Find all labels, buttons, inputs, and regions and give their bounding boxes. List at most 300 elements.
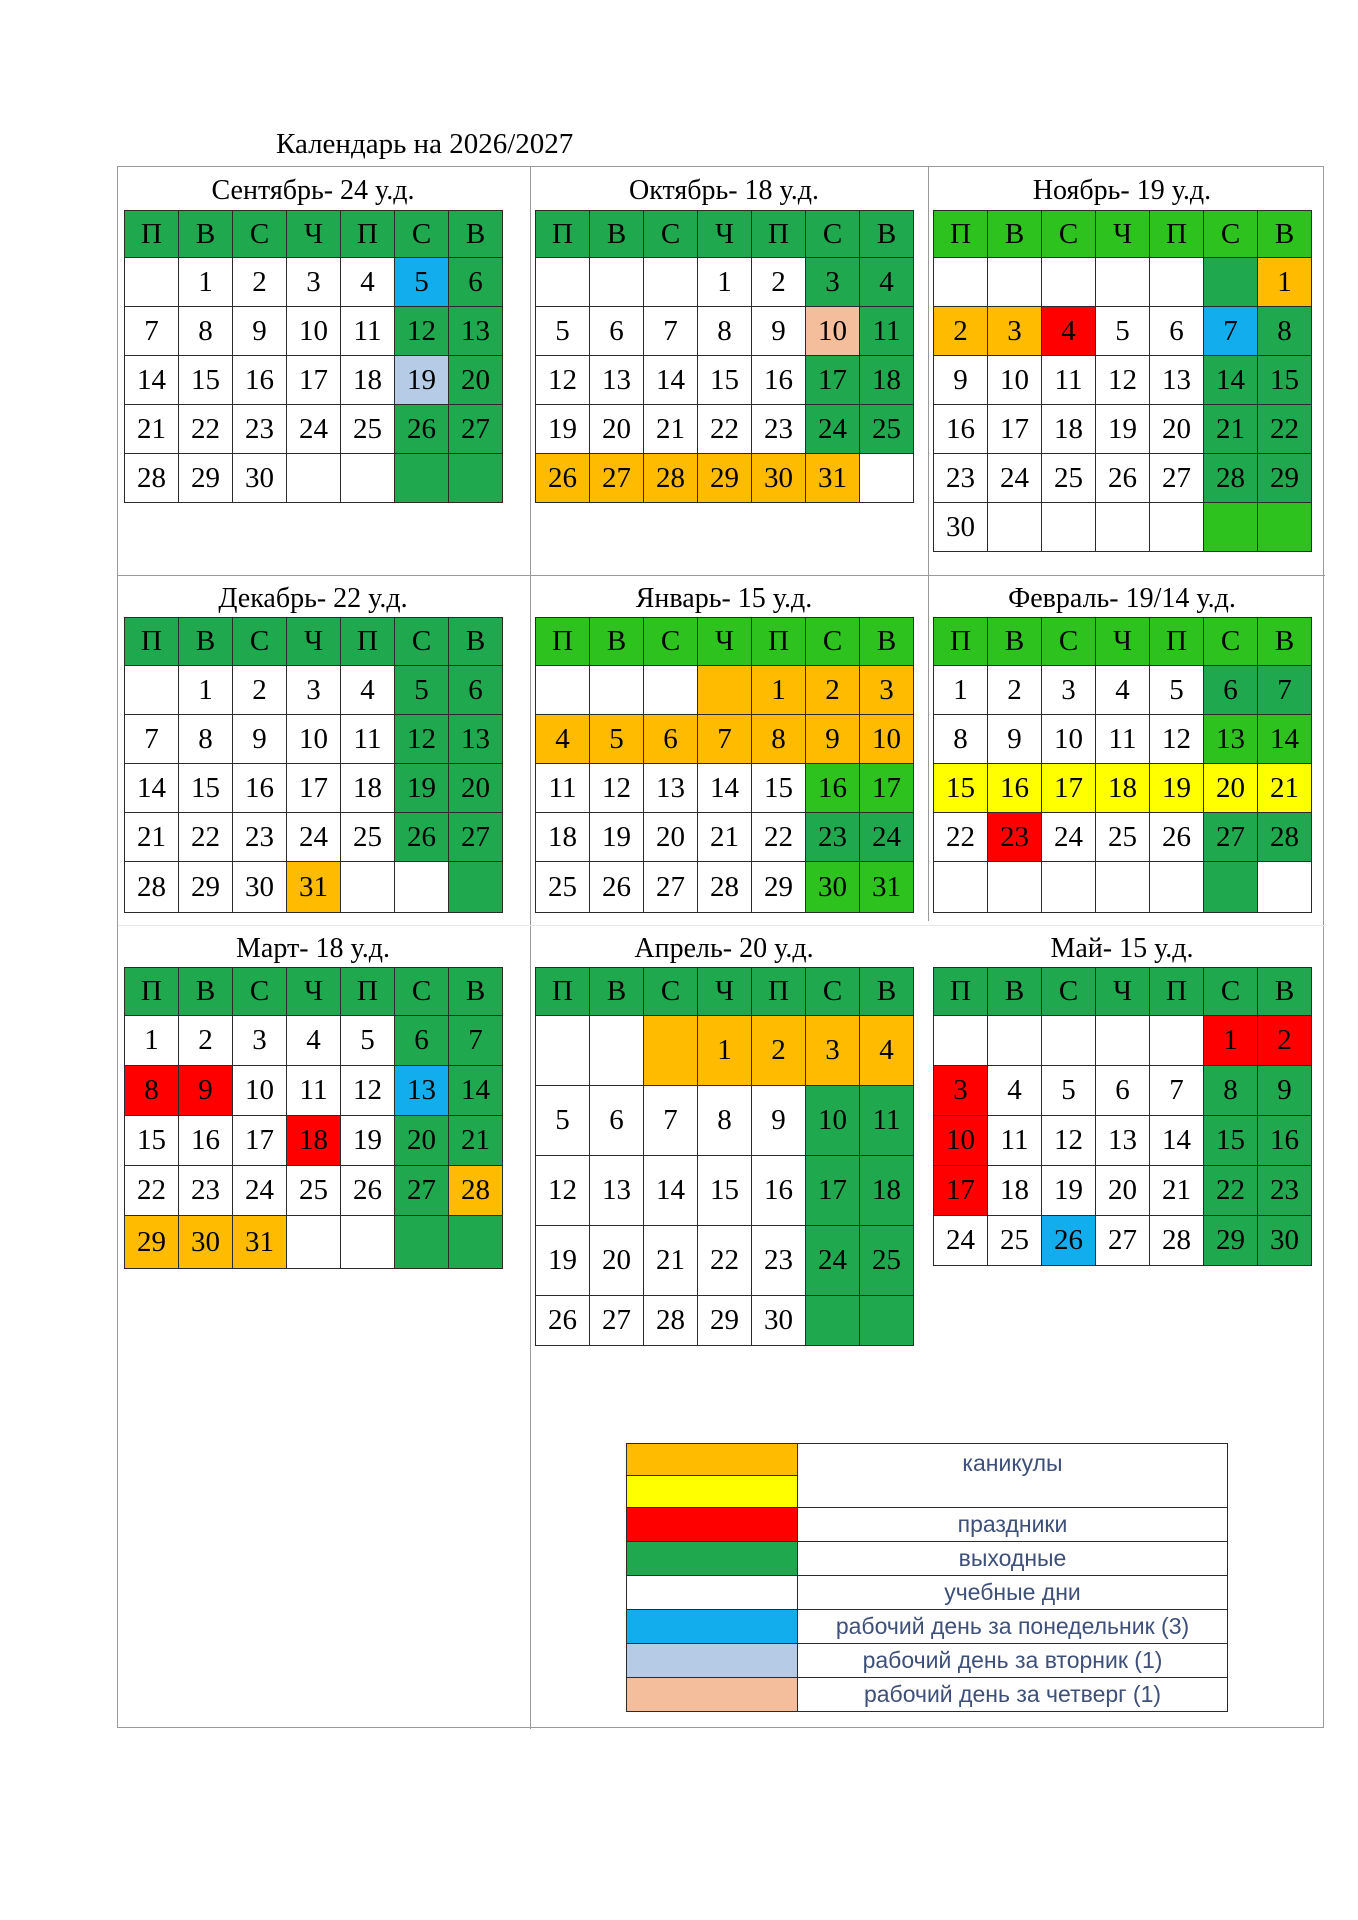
day-cell — [536, 666, 590, 715]
day-cell — [806, 1296, 860, 1346]
day-cell: 1 — [698, 1016, 752, 1086]
day-cell: 26 — [590, 862, 644, 913]
legend-label: рабочий день за понедельник (3) — [798, 1610, 1228, 1644]
day-cell: 3 — [1042, 666, 1096, 715]
day-cell: 27 — [644, 862, 698, 913]
day-cell: 14 — [644, 1156, 698, 1226]
week-row — [934, 356, 1312, 405]
day-cell: 5 — [536, 307, 590, 356]
day-cell: 16 — [233, 764, 287, 813]
day-cell: 7 — [125, 307, 179, 356]
day-cell: 17 — [233, 1116, 287, 1166]
day-cell: 14 — [449, 1066, 503, 1116]
week-row — [934, 1166, 1312, 1216]
day-cell: 14 — [644, 356, 698, 405]
day-cell: 22 — [125, 1166, 179, 1216]
month-grid — [535, 617, 914, 913]
weekday-header: В — [449, 968, 503, 1016]
day-cell: 12 — [1096, 356, 1150, 405]
day-cell — [125, 258, 179, 307]
week-row — [125, 1216, 503, 1269]
weekday-header: В — [179, 968, 233, 1016]
weekday-header: В — [988, 968, 1042, 1016]
day-cell: 27 — [449, 813, 503, 862]
day-cell: 15 — [698, 1156, 752, 1226]
day-cell: 29 — [698, 1296, 752, 1346]
day-cell: 8 — [1204, 1066, 1258, 1116]
day-cell: 29 — [179, 454, 233, 503]
day-cell: 19 — [536, 1226, 590, 1296]
day-cell: 3 — [806, 1016, 860, 1086]
day-cell: 8 — [179, 307, 233, 356]
day-cell: 25 — [1042, 454, 1096, 503]
day-cell — [395, 862, 449, 913]
day-cell: 31 — [287, 862, 341, 913]
month-title: Апрель- 20 у.д. — [634, 933, 814, 964]
week-row — [125, 1116, 503, 1166]
day-cell: 16 — [988, 764, 1042, 813]
day-cell: 23 — [752, 405, 806, 454]
day-cell: 26 — [1096, 454, 1150, 503]
day-cell: 1 — [125, 1016, 179, 1066]
day-cell — [1096, 862, 1150, 913]
day-cell: 17 — [1042, 764, 1096, 813]
month-title: Май- 15 у.д. — [1050, 933, 1194, 964]
day-cell: 12 — [341, 1066, 395, 1116]
day-cell — [1258, 862, 1312, 913]
day-cell: 5 — [1042, 1066, 1096, 1116]
week-row — [536, 1226, 914, 1296]
day-cell — [449, 1216, 503, 1269]
day-cell: 16 — [233, 356, 287, 405]
day-cell: 4 — [1096, 666, 1150, 715]
weekday-header-row — [536, 968, 914, 1016]
legend-swatch — [627, 1576, 798, 1610]
legend-label: рабочий день за четверг (1) — [798, 1678, 1228, 1712]
day-cell — [1042, 258, 1096, 307]
day-cell: 27 — [590, 454, 644, 503]
day-cell: 18 — [287, 1116, 341, 1166]
week-row — [125, 454, 503, 503]
day-cell: 11 — [1096, 715, 1150, 764]
day-cell: 8 — [125, 1066, 179, 1116]
weekday-header: П — [752, 618, 806, 666]
legend-swatch — [627, 1444, 798, 1476]
day-cell: 24 — [287, 405, 341, 454]
day-cell: 31 — [806, 454, 860, 503]
week-row — [934, 715, 1312, 764]
day-cell: 11 — [1042, 356, 1096, 405]
day-cell: 24 — [860, 813, 914, 862]
day-cell: 5 — [590, 715, 644, 764]
day-cell — [395, 1216, 449, 1269]
day-cell — [1096, 503, 1150, 552]
weekday-header: С — [1204, 968, 1258, 1016]
legend-row — [627, 1542, 1228, 1576]
day-cell: 17 — [287, 356, 341, 405]
month-grid — [124, 617, 503, 913]
day-cell: 18 — [341, 764, 395, 813]
day-cell: 17 — [860, 764, 914, 813]
day-cell: 26 — [395, 813, 449, 862]
week-row — [125, 258, 503, 307]
week-row — [536, 307, 914, 356]
day-cell — [860, 454, 914, 503]
day-cell: 13 — [1096, 1116, 1150, 1166]
weekday-header: В — [860, 618, 914, 666]
day-cell: 19 — [536, 405, 590, 454]
weekday-header: В — [1258, 618, 1312, 666]
day-cell: 7 — [1258, 666, 1312, 715]
day-cell: 28 — [1204, 454, 1258, 503]
day-cell: 20 — [449, 356, 503, 405]
legend-label: выходные — [798, 1542, 1228, 1576]
weekday-header: Ч — [1096, 211, 1150, 258]
day-cell: 1 — [934, 666, 988, 715]
day-cell — [395, 454, 449, 503]
day-cell — [1204, 258, 1258, 307]
day-cell: 30 — [752, 1296, 806, 1346]
day-cell: 24 — [806, 1226, 860, 1296]
weekday-header: П — [934, 618, 988, 666]
day-cell: 25 — [1096, 813, 1150, 862]
week-row — [934, 764, 1312, 813]
day-cell: 22 — [934, 813, 988, 862]
day-cell: 24 — [287, 813, 341, 862]
day-cell — [988, 258, 1042, 307]
weekday-header: С — [806, 211, 860, 258]
day-cell: 8 — [179, 715, 233, 764]
week-row — [536, 1296, 914, 1346]
day-cell: 19 — [1096, 405, 1150, 454]
day-cell: 29 — [125, 1216, 179, 1269]
day-cell: 16 — [752, 1156, 806, 1226]
legend-row — [627, 1444, 1228, 1476]
day-cell: 3 — [287, 258, 341, 307]
day-cell — [590, 666, 644, 715]
day-cell — [449, 454, 503, 503]
day-cell: 17 — [806, 356, 860, 405]
day-cell: 19 — [395, 356, 449, 405]
day-cell: 11 — [536, 764, 590, 813]
day-cell: 9 — [806, 715, 860, 764]
day-cell — [1042, 862, 1096, 913]
day-cell: 18 — [860, 356, 914, 405]
day-cell: 19 — [1150, 764, 1204, 813]
day-cell: 3 — [860, 666, 914, 715]
legend-swatch — [627, 1644, 798, 1678]
weekday-header: Ч — [1096, 618, 1150, 666]
day-cell: 2 — [752, 258, 806, 307]
weekday-header: С — [644, 211, 698, 258]
day-cell: 6 — [1150, 307, 1204, 356]
day-cell: 20 — [1096, 1166, 1150, 1216]
day-cell: 4 — [1042, 307, 1096, 356]
week-row — [536, 862, 914, 913]
day-cell: 4 — [988, 1066, 1042, 1116]
day-cell: 27 — [1096, 1216, 1150, 1266]
week-row — [934, 307, 1312, 356]
day-cell: 29 — [752, 862, 806, 913]
weekday-header-row — [125, 968, 503, 1016]
day-cell: 25 — [341, 813, 395, 862]
weekday-header: В — [449, 211, 503, 258]
day-cell: 2 — [233, 666, 287, 715]
day-cell: 10 — [860, 715, 914, 764]
day-cell — [934, 258, 988, 307]
day-cell: 20 — [590, 1226, 644, 1296]
weekday-header-row — [125, 211, 503, 258]
day-cell — [536, 258, 590, 307]
weekday-header-row — [934, 211, 1312, 258]
week-row — [536, 715, 914, 764]
week-row — [536, 1156, 914, 1226]
day-cell: 20 — [590, 405, 644, 454]
weekday-header: Ч — [287, 211, 341, 258]
weekday-header: П — [536, 211, 590, 258]
day-cell: 20 — [449, 764, 503, 813]
day-cell: 13 — [395, 1066, 449, 1116]
weekday-header: С — [395, 211, 449, 258]
day-cell: 2 — [1258, 1016, 1312, 1066]
legend-label: праздники — [798, 1508, 1228, 1542]
day-cell: 28 — [698, 862, 752, 913]
day-cell: 21 — [1150, 1166, 1204, 1216]
day-cell: 26 — [341, 1166, 395, 1216]
week-row — [125, 666, 503, 715]
week-row — [934, 503, 1312, 552]
day-cell: 13 — [590, 1156, 644, 1226]
day-cell: 13 — [644, 764, 698, 813]
day-cell: 7 — [644, 307, 698, 356]
day-cell: 28 — [644, 1296, 698, 1346]
day-cell: 10 — [806, 1086, 860, 1156]
day-cell: 30 — [806, 862, 860, 913]
day-cell: 23 — [233, 405, 287, 454]
day-cell: 22 — [179, 813, 233, 862]
week-row — [125, 405, 503, 454]
weekday-header: С — [1042, 968, 1096, 1016]
day-cell: 25 — [287, 1166, 341, 1216]
day-cell: 16 — [1258, 1116, 1312, 1166]
day-cell — [1258, 503, 1312, 552]
week-row — [934, 1216, 1312, 1266]
legend-swatch — [627, 1542, 798, 1576]
day-cell: 21 — [644, 405, 698, 454]
weekday-header: П — [125, 618, 179, 666]
day-cell: 27 — [395, 1166, 449, 1216]
day-cell: 1 — [1258, 258, 1312, 307]
day-cell: 18 — [341, 356, 395, 405]
legend-row — [627, 1576, 1228, 1610]
day-cell — [860, 1296, 914, 1346]
day-cell: 28 — [1150, 1216, 1204, 1266]
weekday-header: С — [233, 618, 287, 666]
divider — [118, 925, 1325, 926]
day-cell — [287, 454, 341, 503]
day-cell — [287, 1216, 341, 1269]
month-grid — [124, 210, 503, 503]
day-cell: 27 — [449, 405, 503, 454]
divider — [928, 167, 929, 921]
legend-row — [627, 1678, 1228, 1712]
day-cell: 26 — [1150, 813, 1204, 862]
day-cell: 18 — [536, 813, 590, 862]
day-cell: 5 — [341, 1016, 395, 1066]
day-cell: 17 — [934, 1166, 988, 1216]
day-cell: 12 — [536, 1156, 590, 1226]
week-row — [536, 764, 914, 813]
day-cell: 11 — [860, 307, 914, 356]
day-cell: 7 — [125, 715, 179, 764]
day-cell: 18 — [860, 1156, 914, 1226]
day-cell: 2 — [806, 666, 860, 715]
day-cell: 15 — [752, 764, 806, 813]
day-cell: 6 — [395, 1016, 449, 1066]
day-cell: 25 — [536, 862, 590, 913]
day-cell: 16 — [934, 405, 988, 454]
day-cell — [341, 862, 395, 913]
weekday-header: С — [1042, 618, 1096, 666]
day-cell: 2 — [934, 307, 988, 356]
day-cell: 9 — [179, 1066, 233, 1116]
weekday-header: С — [395, 968, 449, 1016]
legend-row — [627, 1610, 1228, 1644]
weekday-header: С — [233, 968, 287, 1016]
day-cell: 22 — [752, 813, 806, 862]
day-cell — [644, 1016, 698, 1086]
weekday-header: П — [341, 211, 395, 258]
day-cell: 9 — [1258, 1066, 1312, 1116]
day-cell: 10 — [988, 356, 1042, 405]
day-cell: 15 — [698, 356, 752, 405]
day-cell: 2 — [233, 258, 287, 307]
month-title: Сентябрь- 24 у.д. — [211, 175, 415, 206]
divider — [530, 167, 531, 1729]
day-cell: 9 — [934, 356, 988, 405]
weekday-header: П — [536, 618, 590, 666]
day-cell: 12 — [536, 356, 590, 405]
day-cell: 16 — [179, 1116, 233, 1166]
day-cell: 15 — [1204, 1116, 1258, 1166]
day-cell: 15 — [934, 764, 988, 813]
weekday-header: П — [125, 968, 179, 1016]
weekday-header: П — [341, 618, 395, 666]
day-cell — [988, 862, 1042, 913]
week-row — [536, 356, 914, 405]
month-title: Ноябрь- 19 у.д. — [1032, 175, 1212, 206]
month-title: Январь- 15 у.д. — [635, 583, 813, 614]
day-cell: 3 — [934, 1066, 988, 1116]
day-cell: 5 — [395, 666, 449, 715]
day-cell: 30 — [752, 454, 806, 503]
day-cell: 1 — [1204, 1016, 1258, 1066]
day-cell: 12 — [395, 307, 449, 356]
day-cell: 26 — [536, 454, 590, 503]
weekday-header: Ч — [287, 618, 341, 666]
week-row — [125, 356, 503, 405]
month-title: Февраль- 19/14 у.д. — [1008, 583, 1236, 614]
day-cell: 12 — [1150, 715, 1204, 764]
day-cell: 6 — [590, 307, 644, 356]
day-cell — [1150, 1016, 1204, 1066]
week-row — [934, 666, 1312, 715]
day-cell: 5 — [1096, 307, 1150, 356]
weekday-header: С — [1204, 618, 1258, 666]
week-row — [536, 813, 914, 862]
day-cell: 23 — [179, 1166, 233, 1216]
weekday-header: В — [449, 618, 503, 666]
weekday-header-row — [125, 618, 503, 666]
day-cell — [536, 1016, 590, 1086]
day-cell: 21 — [125, 405, 179, 454]
weekday-header: С — [1042, 211, 1096, 258]
day-cell — [1042, 503, 1096, 552]
weekday-header: Ч — [287, 968, 341, 1016]
day-cell — [590, 258, 644, 307]
weekday-header: П — [536, 968, 590, 1016]
day-cell — [934, 862, 988, 913]
day-cell: 23 — [934, 454, 988, 503]
day-cell: 9 — [233, 307, 287, 356]
day-cell: 26 — [1042, 1216, 1096, 1266]
day-cell: 8 — [752, 715, 806, 764]
day-cell: 5 — [536, 1086, 590, 1156]
day-cell: 21 — [1204, 405, 1258, 454]
day-cell: 2 — [752, 1016, 806, 1086]
day-cell: 11 — [988, 1116, 1042, 1166]
day-cell: 31 — [233, 1216, 287, 1269]
day-cell: 14 — [1258, 715, 1312, 764]
day-cell — [1096, 1016, 1150, 1066]
month-grid — [933, 967, 1312, 1266]
month-grid — [535, 967, 914, 1346]
day-cell: 6 — [644, 715, 698, 764]
weekday-header: С — [806, 968, 860, 1016]
day-cell — [698, 666, 752, 715]
day-cell: 9 — [233, 715, 287, 764]
day-cell: 13 — [449, 715, 503, 764]
day-cell: 10 — [233, 1066, 287, 1116]
day-cell — [1096, 258, 1150, 307]
day-cell: 25 — [860, 1226, 914, 1296]
weekday-header: Ч — [698, 968, 752, 1016]
day-cell: 6 — [1096, 1066, 1150, 1116]
day-cell: 2 — [988, 666, 1042, 715]
day-cell — [644, 258, 698, 307]
day-cell: 14 — [125, 764, 179, 813]
day-cell: 30 — [233, 862, 287, 913]
weekday-header: С — [644, 618, 698, 666]
day-cell: 28 — [125, 454, 179, 503]
day-cell — [449, 862, 503, 913]
day-cell: 10 — [934, 1116, 988, 1166]
day-cell: 21 — [698, 813, 752, 862]
legend-row — [627, 1508, 1228, 1542]
day-cell: 27 — [590, 1296, 644, 1346]
day-cell: 5 — [1150, 666, 1204, 715]
day-cell — [590, 1016, 644, 1086]
day-cell: 8 — [698, 307, 752, 356]
day-cell: 18 — [988, 1166, 1042, 1216]
week-row — [125, 1066, 503, 1116]
day-cell: 29 — [1204, 1216, 1258, 1266]
day-cell — [1204, 862, 1258, 913]
week-row — [536, 258, 914, 307]
day-cell: 10 — [287, 715, 341, 764]
weekday-header: С — [395, 618, 449, 666]
day-cell: 15 — [179, 356, 233, 405]
